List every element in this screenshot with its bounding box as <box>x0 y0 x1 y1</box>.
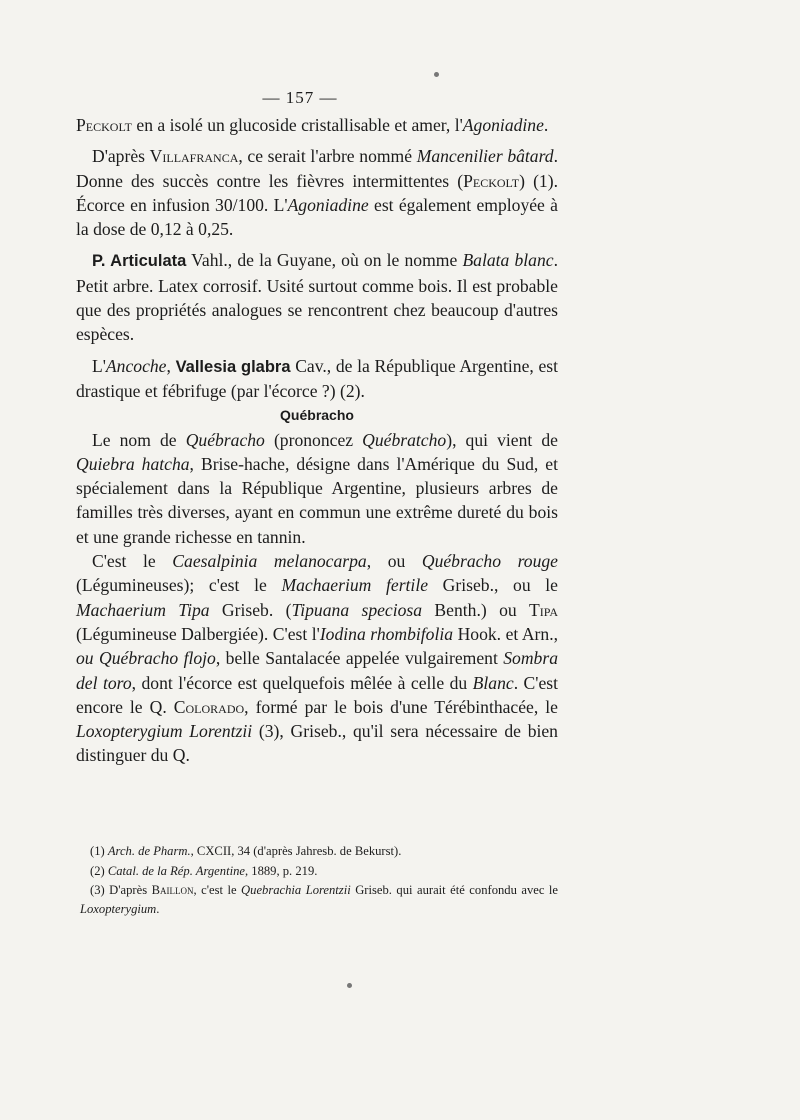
paragraph: L'Ancoche, Vallesia glabra Cav., de la République Argentine, est drastique et fébrifuge (par l'écorce ?) (2). <box>76 355 558 401</box>
page-number: — 157 — <box>262 88 338 107</box>
section-heading: Québracho <box>280 407 354 424</box>
speck-mark <box>347 983 352 988</box>
paragraph: P. Articulata Vahl., de la Guyane, où on le nomme Balata blanc. Petit arbre. Latex corrosif. Usité surtout comme bois. Il est probable que des propriétés analogues se rencontrent chez beaucoup d'autres espèces. <box>76 250 558 345</box>
speck-mark <box>434 72 439 77</box>
paragraph: Peckolt en a isolé un glucoside cristallisable et amer, l'Agoniadine. <box>76 115 549 135</box>
paragraph: C'est le Caesalpinia melanocarpa, ou Québracho rouge (Légumineuses); c'est le Machaerium fertile Griseb., ou le Machaerium Tipa Griseb. (Tipuana speciosa Benth.) ou Tipa (Légumineuse Dalbergiée). C'est l'Iodina rhombifolia Hook. et Arn., ou Québracho flojo, belle Santalacée appelée vulgairement Sombra del toro, dont l'écorce est quelquefois mêlée à celle du Blanc. C'est encore le Q. Colorado, formé par le bois d'une Térébinthacée, le Loxopterygium Lorentzii (3), Griseb., qu'il sera nécessaire de bien distinguer du Q. <box>76 551 559 766</box>
paragraph: Le nom de Québracho (prononcez Québratcho), qui vient de Quiebra hatcha, Brise-hache, désigne dans l'Amérique du Sud, et spécialement dans la République Argentine, plusieurs arbres de familles très diverses, ayant en commun une extrême dureté du bois et une grande richesse en tannin. <box>76 429 558 547</box>
footnotes <box>80 841 558 919</box>
footnote: (3) D'après Baillon, c'est le Quebrachia Lorentzii Griseb. qui aurait été confondu avec le Loxopterygium. <box>80 883 559 916</box>
paragraph: D'après Villafranca, ce serait l'arbre nommé Mancenilier bâtard. Donne des succès contre les fièvres intermittentes (Peckolt) (1). Écorce en infusion 30/100. L'Agoniadine est également employée à la dose de 0,12 à 0,25. <box>76 146 558 240</box>
footnote: (1) Arch. de Pharm., CXCII, 34 (d'après Jahresb. de Bekurst). <box>90 844 402 858</box>
body-text <box>76 113 558 768</box>
footnote: (2) Catal. de la Rép. Argentine, 1889, p. 219. <box>90 864 318 878</box>
